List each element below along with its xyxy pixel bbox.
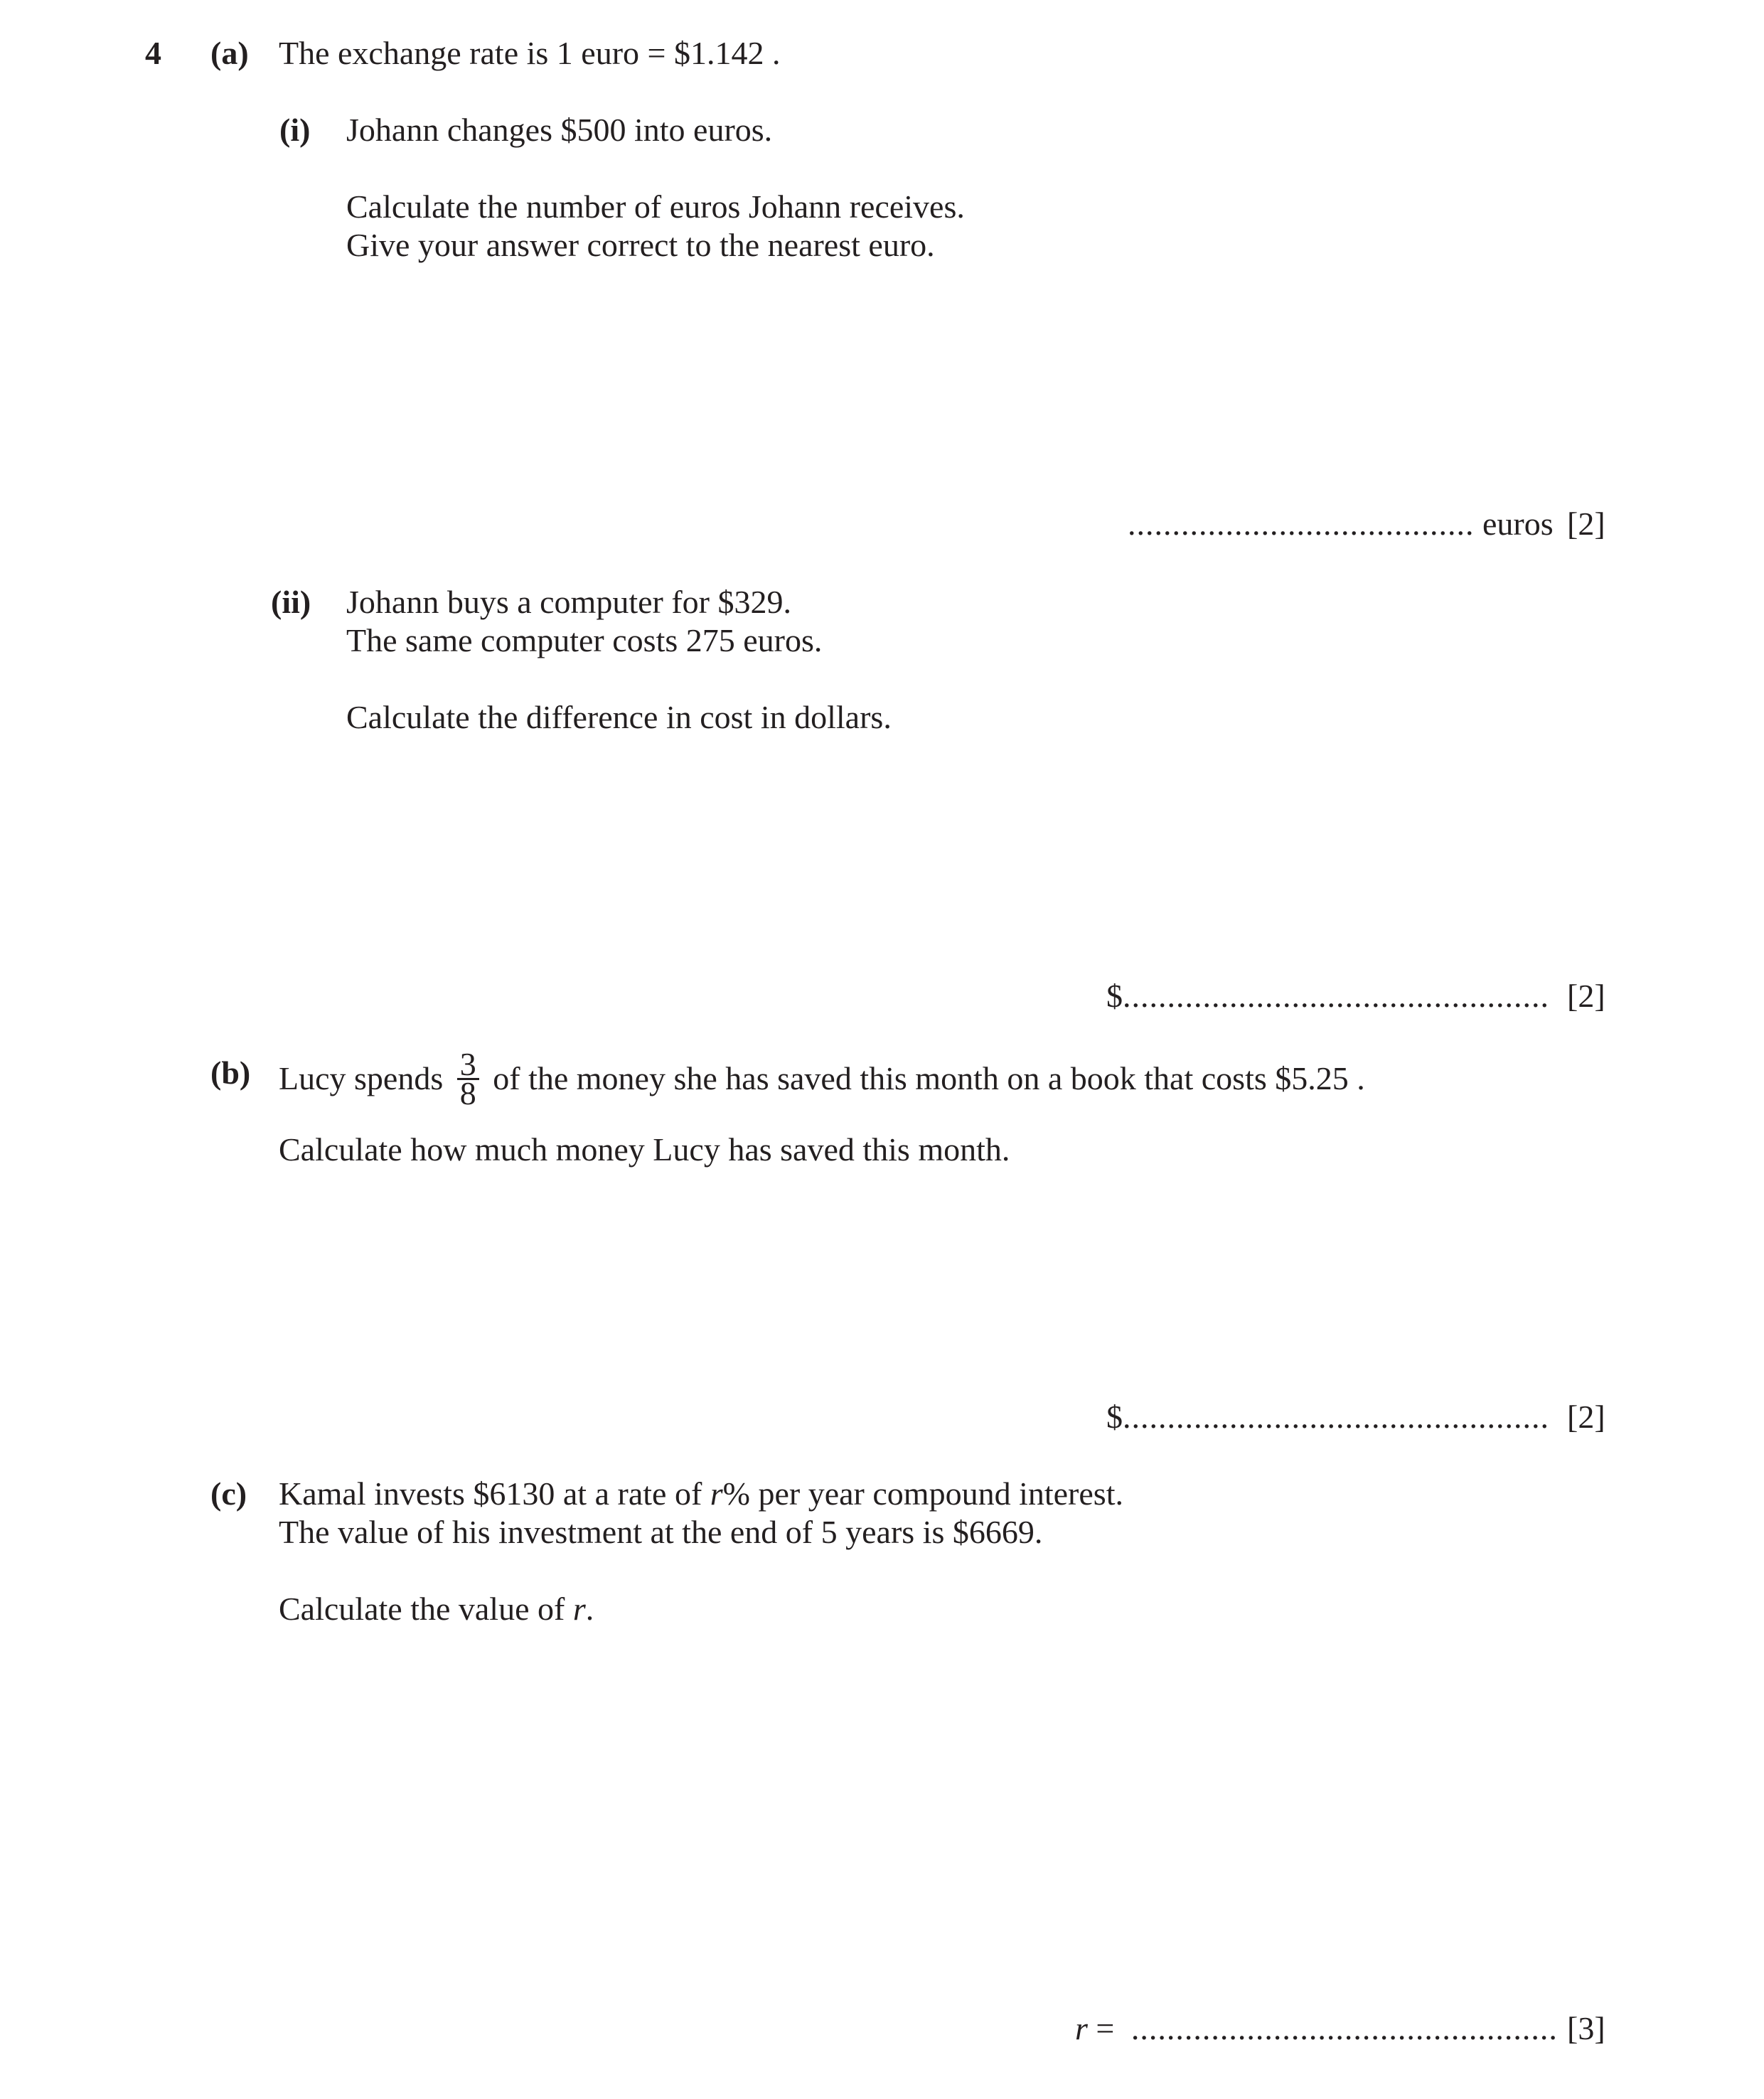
answer-unit: euros [1482, 506, 1554, 542]
part-b-label: (b) [210, 1054, 251, 1091]
part-b-answer [1106, 1398, 1549, 1436]
part-a-intro: The exchange rate is 1 euro = $1.142 . [279, 35, 781, 71]
part-a-ii-line2: The same computer costs 275 euros. [346, 622, 823, 658]
part-a-ii-answer [1106, 977, 1549, 1015]
part-c-marks: [3] [1567, 2010, 1605, 2046]
part-a-label: (a) [210, 35, 249, 71]
part-a-i-line3: Give your answer correct to the nearest euro. [346, 227, 935, 263]
fraction-denominator: 8 [459, 1075, 476, 1111]
part-a-ii-line1: Johann buys a computer for $329. [346, 584, 791, 620]
variable-r: r [572, 1591, 586, 1627]
answer-line-dots[interactable]: ................................................ [1130, 2010, 1558, 2046]
part-b-line1 [279, 1046, 1365, 1111]
variable-r: r [1075, 2010, 1088, 2046]
part-c-label: (c) [210, 1475, 247, 1512]
fraction-numerator: 3 [457, 1051, 479, 1080]
part-a-i-label: (i) [279, 112, 311, 148]
part-c-line1-before: Kamal invests $6130 at a rate of [279, 1475, 702, 1512]
part-c-line2: The value of his investment at the end of 5 years is $6669. [279, 1514, 1043, 1550]
part-c-line1-after: % per year compound interest. [722, 1475, 1123, 1512]
part-b-marks: [2] [1567, 1399, 1605, 1435]
question-number: 4 [145, 35, 161, 71]
dollar-sign: $ [1106, 1399, 1123, 1435]
part-c-line3-after: . [585, 1591, 594, 1627]
part-a-i-line1: Johann changes $500 into euros. [346, 112, 773, 148]
part-a-ii-marks: [2] [1567, 978, 1605, 1014]
answer-line-dots[interactable]: ................................................ [1123, 978, 1549, 1014]
answer-line-dots[interactable]: ....................................... [1128, 506, 1475, 542]
part-c-answer [1075, 2009, 1558, 2048]
part-a-ii-label: (ii) [271, 584, 311, 620]
part-b-text-before: Lucy spends [279, 1060, 444, 1097]
part-a-i-answer [1128, 505, 1554, 543]
part-c-line1 [279, 1475, 1123, 1513]
variable-r: r [710, 1475, 723, 1512]
dollar-sign: $ [1106, 978, 1123, 1014]
part-a-i-line2: Calculate the number of euros Johann receives. [346, 188, 965, 225]
equals-sign: = [1096, 2010, 1115, 2046]
part-a-i-marks: [2] [1567, 506, 1605, 542]
part-a-ii-line3: Calculate the difference in cost in dollars. [346, 699, 892, 735]
part-c-line3 [279, 1590, 594, 1628]
answer-line-dots[interactable]: ................................................ [1123, 1399, 1549, 1435]
part-b-text-after: of the money she has saved this month on a book that costs $5.25 . [493, 1060, 1365, 1097]
part-b-line2: Calculate how much money Lucy has saved this month. [279, 1131, 1010, 1168]
fraction [457, 1046, 479, 1111]
part-c-line3-before: Calculate the value of [279, 1591, 565, 1627]
